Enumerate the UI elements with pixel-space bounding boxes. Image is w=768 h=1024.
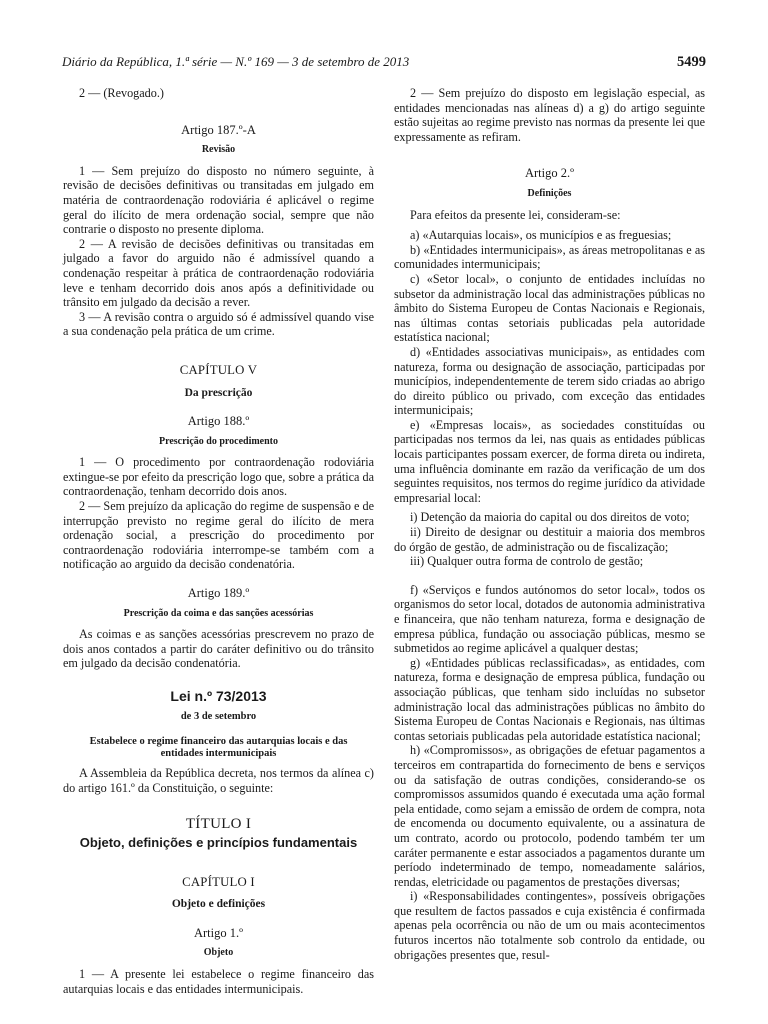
paragraph: 2 — Sem prejuízo do disposto em legislação especial, as entidades mencionadas nas alíneas d) a g) do artigo seguinte estão sujeitas ao regime previsto nas normas da presente lei que expressamente as refiram. [394, 86, 705, 144]
list-item: a) «Autarquias locais», os municípios e as freguesias; [410, 228, 672, 243]
law-summary: Estabelece o regime financeiro das autarquias locais e das entidades intermunicipais [89, 736, 348, 760]
list-item: b) «Entidades intermunicipais», as áreas metropolitanas e as comunidades intermunicipais; [394, 242, 705, 272]
list-item: c) «Setor local», o conjunto de entidades incluídas no subsetor da administração local das administrações públicas no âmbito do Sistema Europeu de Contas Nacionais e Regionais, nas últimas contas setoriais publicadas pela autoridade estatística nacional; [394, 271, 705, 345]
paragraph: 2 — (Revogado.) [79, 86, 164, 100]
paragraph: 1 — A presente lei estabelece o regime financeiro das autarquias locais e das entidades intermunicipais. [63, 966, 374, 996]
paragraph: 2 — Sem prejuízo da aplicação do regime de suspensão e de interrupção previsto no regime geral do ilícito de mera ordenação social, a prescrição do procedimento por contraordenação rodoviária interrompe-se também com a notificação ao arguido da decisão condenatória. [63, 499, 374, 572]
paragraph: 3 — A revisão contra o arguido só é admissível quando vise a sua condenação pela prática de um crime. [63, 309, 374, 339]
law-title: Lei n.º 73/2013 [170, 688, 267, 704]
paragraph: A Assembleia da República decreta, nos termos da alínea c) do artigo 161.º da Constituição, o seguinte: [63, 766, 374, 795]
chapter-subtitle: Da prescrição [184, 386, 253, 399]
paragraph: 1 — Sem prejuízo do disposto no número seguinte, à revisão de decisões definitivas ou transitadas em julgado em matéria de contraordenação rodoviária é aplicável o regime geral do ilícito de mera ordenação social, sempre que não contrarie o disposto no presente diploma. [63, 163, 374, 237]
list-subitem: ii) Direito de designar ou destituir a maioria dos membros do órgão de gestão, de administração ou de fiscalização; [394, 525, 705, 554]
list-subitem: iii) Qualquer outra forma de controlo de gestão; [410, 554, 644, 569]
paragraph: 2 — A revisão de decisões definitivas ou transitadas em julgado a favor do arguido não é admissível quando a condenação respeitar à prática de contraordenação rodoviária leve e tenham decorrido dois anos após a definitividade ou trânsito em julgado da decisão a rever. [63, 236, 374, 310]
article-epigraph: Prescrição do procedimento [158, 435, 279, 447]
article-epigraph: Objeto [203, 947, 234, 959]
article-title: Artigo 188.º [187, 414, 250, 429]
law-date: de 3 de setembro [180, 710, 257, 722]
list-item: f) «Serviços e fundos autónomos do setor local», todos os organismos do setor local, dotados de autonomia administrativa e financeira, que não tenham natureza, forma e designação de empresa pública, fundação ou associação públicas, mesmo se submetidos ao regime aplicável a qualquer destas; [394, 582, 705, 656]
list-subitem: i) Detenção da maioria do capital ou dos direitos de voto; [410, 510, 690, 525]
title-subheading: Objeto, definições e princípios fundamentais [79, 834, 358, 850]
paragraph: Para efeitos da presente lei, consideram-se: [410, 207, 621, 222]
chapter-subtitle: Objeto e definições [171, 898, 266, 911]
chapter-title: CAPÍTULO V [179, 362, 258, 377]
title-heading: TÍTULO I [185, 816, 252, 833]
article-epigraph: Prescrição da coima e das sanções acessórias [123, 607, 314, 619]
article-title: Artigo 189.º [187, 586, 250, 601]
chapter-title: CAPÍTULO I [182, 874, 255, 889]
page-number: 5499 [677, 54, 706, 70]
article-title: Artigo 187.º-A [181, 122, 256, 137]
list-item: i) «Responsabilidades contingentes», possíveis obrigações que resultem de factos passados e cuja existência é confirmada apenas pela ocorrência ou não de um ou mais acontecimentos futuros incertos não totalmente sob controlo da entidade, ou obrigações presentes que, resul- [394, 889, 705, 962]
paragraph: As coimas e as sanções acessórias prescrevem no prazo de dois anos contados a partir do caráter definitivo ou do trânsito em julgado da decisão condenatória. [63, 627, 374, 671]
list-item: h) «Compromissos», as obrigações de efetuar pagamentos a terceiros em contrapartida do fornecimento de bens e serviços ou da satisfação de outras condições, considerando-se os compromissos assumidos quando é executada uma ação formal pela entidade, como sejam a emissão de ordem de compra, nota de encomenda ou documento equivalente, ou a assinatura de um contrato, acordo ou protocolo, podendo também ter um caráter permanente e estar associados a pagamentos durante um período indeterminado de tempo, nomeadamente salários, rendas, eletricidade ou pagamentos de prestações diversas; [394, 743, 705, 889]
page-header [62, 54, 706, 74]
list-item: g) «Entidades públicas reclassificadas», as entidades, com natureza, forma e designação de empresa pública, fundação ou associação públicas, que tenham sido incluídas no subsetor administração local das administrações públicas no âmbito do Sistema Europeu de Contas Nacionais e Regionais, nas últimas contas setoriais publicadas pela autoridade estatística nacional; [394, 655, 705, 743]
article-epigraph: Revisão [201, 144, 236, 156]
journal-title: Diário da República, 1.ª série — N.º 169 — 3 de setembro de 2013 [62, 54, 410, 69]
list-item: e) «Empresas locais», as sociedades constituídas ou participadas nos termos da lei, nas quais as entidades públicas locais participantes possam exercer, de forma direta ou indireta, uma influência dominante em razão da verificação de um dos seguintes requisitos, nos termos do regime jurídico da atividade empresarial local: [394, 417, 705, 505]
article-title: Artigo 2.º [524, 166, 574, 181]
article-title: Artigo 1.º [193, 925, 243, 940]
paragraph: 1 — O procedimento por contraordenação rodoviária extingue-se por efeito da prescrição logo que, sobre a prática da contraordenação, tenham decorrido dois anos. [63, 455, 374, 499]
right-column [394, 86, 705, 962]
left-column [63, 86, 374, 996]
article-epigraph: Definições [527, 187, 572, 199]
list-item: d) «Entidades associativas municipais», as entidades com natureza, forma ou designação de associação, participadas por municípios, independentemente de terem sido criadas ao abrigo do direito público ou privado, com exceção das entidades intermunicipais; [394, 344, 705, 418]
